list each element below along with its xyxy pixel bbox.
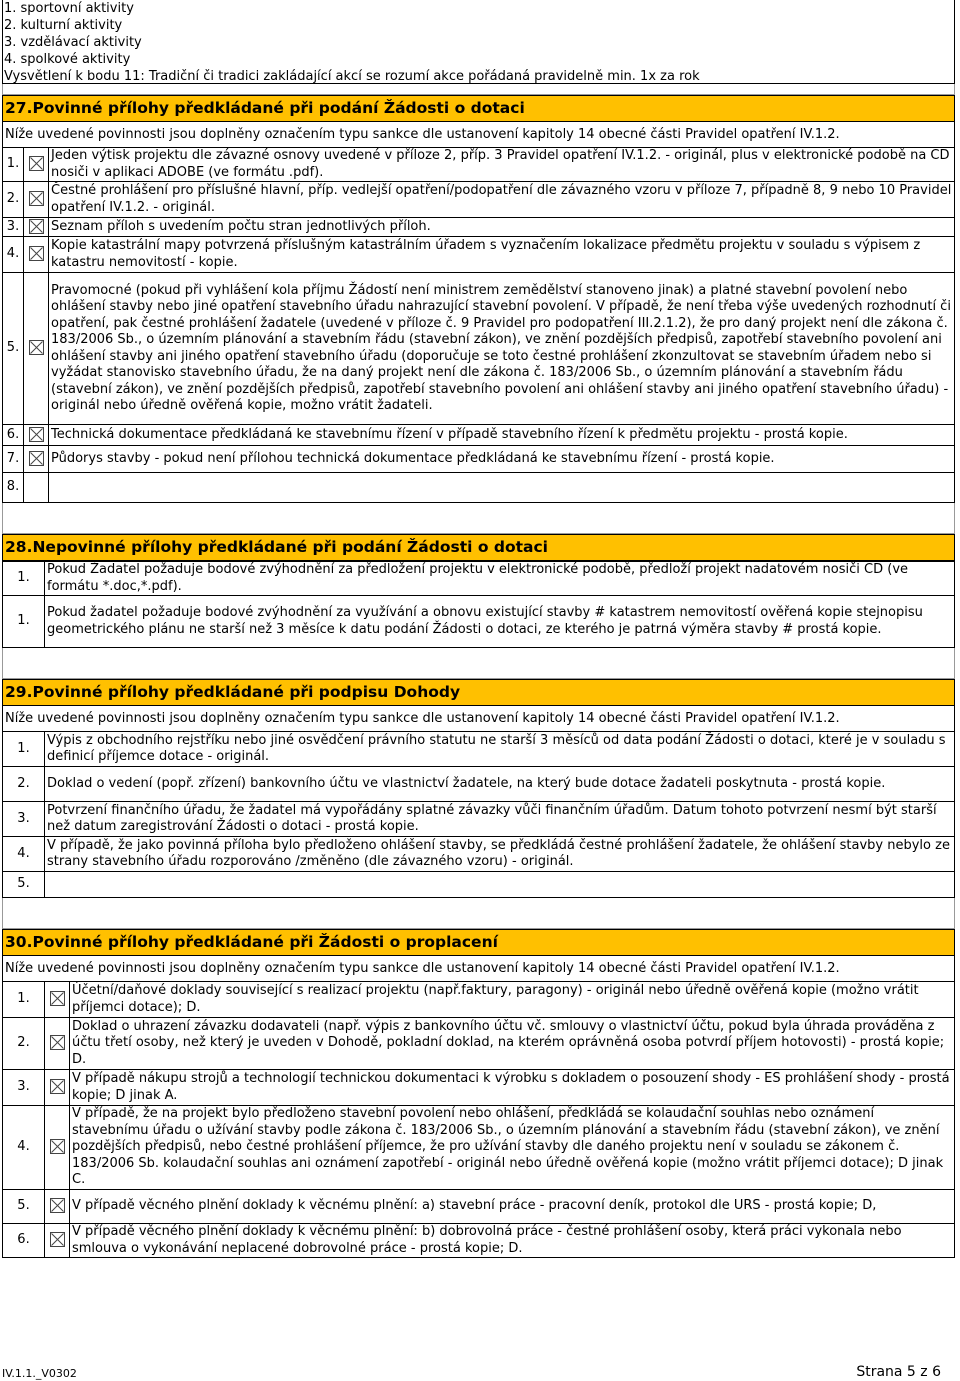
section-30-title: 30.Povinné přílohy předkládané při Žádosti o proplacení bbox=[2, 929, 955, 956]
item-text: Půdorys stavby - pokud není přílohou technická dokumentace předkládaná ke stavebnímu řízení - prostá kopie. bbox=[49, 446, 955, 473]
checkbox-cell bbox=[24, 218, 49, 237]
item-text: Pokud žadatel požaduje bodové zvýhodnění za využívání a obnovu existující stavby # katastrem nemovitostí ověřená kopie stejnopisu geometrického plánu ne starší než 3 měsíce k datu podání Žádosti o dotaci, ze kterého je patrná výměra stavby # prostá kopie. bbox=[45, 596, 955, 648]
item-text: V případě, že jako povinná příloha bylo předloženo ohlášení stavby, se předkládá čestné prohlášení žadatele, že ohlášení stavby nebylo ze strany stavebního úřadu rozporováno /změněno (dle závazného vzoru) - originál. bbox=[45, 837, 955, 872]
section-27-subtitle: Níže uvedené povinnosti jsou doplněny označením typu sankce dle ustanovení kapitoly 14 obecné části Pravidel opatření IV.1.2. bbox=[2, 122, 955, 147]
checked-checkbox-icon[interactable] bbox=[50, 1079, 65, 1094]
table-row bbox=[3, 802, 955, 837]
checked-checkbox-icon[interactable] bbox=[29, 156, 44, 171]
checkbox-cell bbox=[24, 148, 49, 182]
section-spacer bbox=[2, 84, 955, 95]
intro-block bbox=[2, 0, 955, 84]
section-27-table bbox=[2, 147, 955, 503]
table-row bbox=[3, 446, 955, 473]
intro-line: 2. kulturní aktivity bbox=[4, 18, 123, 33]
intro-line: 4. spolkové aktivity bbox=[4, 52, 131, 67]
table-row bbox=[3, 425, 955, 446]
section-27-title: 27.Povinné přílohy předkládané při podání Žádosti o dotaci bbox=[2, 95, 955, 122]
checked-checkbox-icon[interactable] bbox=[29, 246, 44, 261]
item-number: 5. bbox=[3, 872, 45, 898]
item-text: Potvrzení finančního úřadu, že žadatel má vypořádány splatné závazky vůči finančním úřadům. Datum tohoto potvrzení nesmí být starší než datum zaregistrování Žádosti o dotaci - prostá kopie. bbox=[45, 802, 955, 837]
item-number: 3. bbox=[3, 802, 45, 837]
table-row bbox=[3, 1106, 955, 1190]
table-row bbox=[3, 596, 955, 648]
item-number: 6. bbox=[3, 425, 24, 446]
item-text: V případě věcného plnění doklady k věcnému plnění: a) stavební práce - pracovní deník, protokol dle URS - prostá kopie; D, bbox=[70, 1190, 955, 1224]
item-text: Výpis z obchodního rejstříku nebo jiné osvědčení právního statutu ne starší 3 měsíců od data podání Žádosti o dotaci, které je v souladu s definicí příjemce dotace - originál. bbox=[45, 732, 955, 767]
section-spacer bbox=[2, 898, 955, 929]
table-row bbox=[3, 767, 955, 802]
item-number: 6. bbox=[3, 1224, 45, 1258]
section-30-subtitle: Níže uvedené povinnosti jsou doplněny označením typu sankce dle ustanovení kapitoly 14 obecné části Pravidel opatření IV.1.2. bbox=[2, 956, 955, 981]
table-row bbox=[3, 148, 955, 182]
item-text: Doklad o vedení (popř. zřízení) bankovního účtu ve vlastnictví žadatele, na který bude dotace žadateli poskytnuta - prostá kopie. bbox=[45, 767, 955, 802]
checkbox-cell bbox=[45, 1018, 70, 1070]
checkbox-cell bbox=[24, 425, 49, 446]
checked-checkbox-icon[interactable] bbox=[29, 191, 44, 206]
item-number: 3. bbox=[3, 1070, 45, 1106]
intro-line: 3. vzdělávací aktivity bbox=[4, 35, 142, 50]
document-page bbox=[2, 0, 955, 1258]
checked-checkbox-icon[interactable] bbox=[29, 451, 44, 466]
section-spacer bbox=[2, 648, 955, 679]
table-row bbox=[3, 1070, 955, 1106]
item-number: 2. bbox=[3, 1018, 45, 1070]
item-text: Jeden výtisk projektu dle závazné osnovy uvedené v příloze 2, příp. 3 Pravidel opatření IV.1.2. - originál, plus v elektronické podobě na CD nosiči v aplikaci ADOBE (ve formátu .pdf). bbox=[49, 148, 955, 182]
item-number: 4. bbox=[3, 1106, 45, 1190]
checked-checkbox-icon[interactable] bbox=[50, 1139, 65, 1154]
item-text: V případě, že na projekt bylo předloženo stavební povolení nebo ohlášení, předkládá se kolaudační souhlas nebo oznámení stavebnímu úřadu o užívání stavby podle zákona č. 183/2006 Sb., o územním plánování a stavebním řádu (stavební zákon), ve znění pozdějších předpisů, nebo čestné prohlášení příjemce, že pro užívání stavby dle daného projektu není v souladu se zákonem č. 183/2006 Sb. kolaudační souhlas ani oznámení zapotřebí - originál nebo úředně ověřená kopie (možno vrátit příjemci dotace); D jinak C. bbox=[70, 1106, 955, 1190]
form-code: IV.1.1._V0302 bbox=[2, 1367, 77, 1380]
item-text: Seznam příloh s uvedením počtu stran jednotlivých příloh. bbox=[49, 218, 955, 237]
table-row bbox=[3, 1224, 955, 1258]
checked-checkbox-icon[interactable] bbox=[29, 427, 44, 442]
section-29-table bbox=[2, 731, 955, 898]
table-row bbox=[3, 562, 955, 596]
checked-checkbox-icon[interactable] bbox=[50, 1035, 65, 1050]
item-number: 3. bbox=[3, 218, 24, 237]
section-spacer bbox=[2, 503, 955, 534]
item-number: 1. bbox=[3, 596, 45, 648]
section-29-title: 29.Povinné přílohy předkládané při podpisu Dohody bbox=[2, 679, 955, 706]
checkbox-cell bbox=[45, 1190, 70, 1224]
item-text: V případě nákupu strojů a technologií technickou dokumentaci k výrobku s dokladem o posouzení shody - ES prohlášení shody - prostá kopie; D jinak A. bbox=[70, 1070, 955, 1106]
table-row bbox=[3, 872, 955, 898]
item-text: V případě věcného plnění doklady k věcnému plnění: b) dobrovolná práce - čestné prohlášení osoby, která práci vykonala nebo smlouva o vykonávání neplacené dobrovolné práce - prostá kopie; D. bbox=[70, 1224, 955, 1258]
page-number: Strana 5 z 6 bbox=[856, 1364, 941, 1380]
item-text: Kopie katastrální mapy potvrzená příslušným katastrálním úřadem s vyznačením lokalizace předmětu projektu v souladu s výpisem z katastru nemovitostí - kopie. bbox=[49, 237, 955, 273]
checked-checkbox-icon[interactable] bbox=[50, 991, 65, 1006]
item-text bbox=[45, 872, 955, 898]
item-number: 2. bbox=[3, 767, 45, 802]
table-row bbox=[3, 273, 955, 425]
checkbox-cell bbox=[45, 1070, 70, 1106]
section-28-title: 28.Nepovinné přílohy předkládané při podání Žádosti o dotaci bbox=[2, 534, 955, 561]
checked-checkbox-icon[interactable] bbox=[29, 219, 44, 234]
item-text: Doklad o uhrazení závazku dodavateli (např. výpis z bankovního účtu vč. smlouvy o vlastnictví účtu, pokud byla úhrada prováděna z účtu třetí osoby, než který je uveden v Dohodě, pokladní doklad, na kterém oprávněná osoba potvrdí příjem hotovosti) - prostá kopie; D. bbox=[70, 1018, 955, 1070]
checkbox-cell bbox=[45, 1224, 70, 1258]
item-number: 8. bbox=[3, 473, 24, 503]
checkbox-cell bbox=[24, 182, 49, 218]
item-number: 5. bbox=[3, 273, 24, 425]
table-row bbox=[3, 1018, 955, 1070]
checkbox-cell bbox=[24, 273, 49, 425]
section-29-subtitle: Níže uvedené povinnosti jsou doplněny označením typu sankce dle ustanovení kapitoly 14 obecné části Pravidel opatření IV.1.2. bbox=[2, 706, 955, 731]
checked-checkbox-icon[interactable] bbox=[29, 340, 44, 355]
item-number: 1. bbox=[3, 982, 45, 1018]
table-row bbox=[3, 218, 955, 237]
item-number: 7. bbox=[3, 446, 24, 473]
item-number: 4. bbox=[3, 837, 45, 872]
checked-checkbox-icon[interactable] bbox=[50, 1198, 65, 1213]
checkbox-cell bbox=[24, 446, 49, 473]
item-text bbox=[49, 473, 955, 503]
intro-line: 1. sportovní aktivity bbox=[4, 1, 134, 16]
checked-checkbox-icon[interactable] bbox=[50, 1232, 65, 1247]
item-number: 1. bbox=[3, 732, 45, 767]
table-row bbox=[3, 982, 955, 1018]
item-text: Čestné prohlášení pro příslušné hlavní, příp. vedlejší opatření/podopatření dle závazného vzoru v příloze 7, případně 8, 9 nebo 10 Pravidel opatření IV.1.2. - originál. bbox=[49, 182, 955, 218]
item-number: 5. bbox=[3, 1190, 45, 1224]
section-30-table bbox=[2, 981, 955, 1258]
checkbox-cell bbox=[45, 1106, 70, 1190]
table-row bbox=[3, 182, 955, 218]
table-row bbox=[3, 237, 955, 273]
item-number: 4. bbox=[3, 237, 24, 273]
item-text: Technická dokumentace předkládaná ke stavebnímu řízení v případě stavebního řízení k předmětu projektu - prostá kopie. bbox=[49, 425, 955, 446]
table-row bbox=[3, 837, 955, 872]
table-row bbox=[3, 1190, 955, 1224]
checkbox-cell bbox=[45, 982, 70, 1018]
item-number: 1. bbox=[3, 562, 45, 596]
item-number: 1. bbox=[3, 148, 24, 182]
item-text: Pokud Žadatel požaduje bodové zvýhodnění za předložení projektu v elektronické podobě, předloží projekt nadatovém nosiči CD (ve formátu *.doc,*.pdf). bbox=[45, 562, 955, 596]
item-number: 2. bbox=[3, 182, 24, 218]
item-text: Pravomocné (pokud při vyhlášení kola příjmu Žádostí není ministrem zemědělství stanoveno jinak) a platné stavební povolení nebo ohlášení stavby nebo jiné opatření stavebního úřadu nahrazující stavební povolení. V případě, že není třeba výše uvedených rozhodnutí či opatření, pak čestné prohlášení žadatele (uvedené v příloze č. 9 Pravidel pro podopatření III.2.1.2), že pro daný projekt není dle zákona č. 183/2006 Sb., o územním plánování a stavebním řádu (stavební zákon), ve znění pozdějších předpisů, zapotřebí stavebního povolení ani ohlášení stavby ani jiného opatření stavebního úřadu (doporučuje se toto čestné prohlášení zkonzultovat se stavebním úřadem nebo si vyžádat stanovisko stavebního úřadu, že na daný projekt není dle zákona č. 183/2006 Sb., o územním plánování a stavebním řádu (stavební zákon), ve znění pozdějších předpisů, zapotřebí stavebního povolení ani ohlášení stavby ani jiného opatření stavebního úřadu) - originál nebo úředně ověřená kopie, možno vrátit žadateli. bbox=[49, 273, 955, 425]
table-row bbox=[3, 473, 955, 503]
checkbox-cell bbox=[24, 473, 49, 503]
item-text: Účetní/daňové doklady související s realizací projektu (např.faktury, paragony) - originál nebo úředně ověřená kopie (možno vrátit příjemci dotace); D. bbox=[70, 982, 955, 1018]
table-row bbox=[3, 732, 955, 767]
intro-line: Vysvětlení k bodu 11: Tradiční či tradici zakládající akcí se rozumí akce pořádaná pravidelně min. 1x za rok bbox=[4, 69, 700, 84]
checkbox-cell bbox=[24, 237, 49, 273]
section-28-table bbox=[2, 561, 955, 648]
